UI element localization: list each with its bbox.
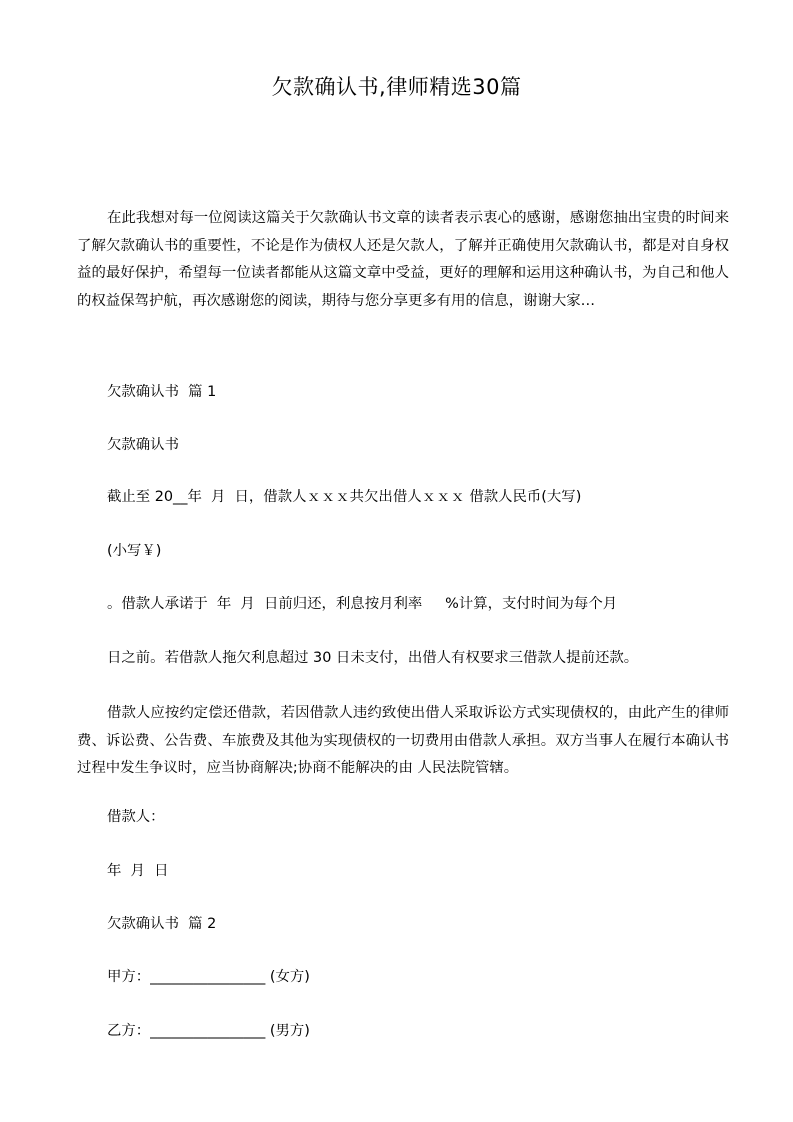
- interest-terms-line: 日之前。若借款人拖欠利息超过 30 日未支付，出借人有权要求三借款人提前还款。: [107, 650, 639, 666]
- intro-paragraph: 在此我想对每一位阅读这篇关于欠款确认书文章的读者表示衷心的感谢，感谢您抽出宝贵的时间来了解欠款确认书的重要性，不论是作为债权人还是欠款人，了解并正确使用欠款确认书，都是对自身权益的最好保护，希望每一位读者都能从这篇文章中受益，更好的理解和运用这种确认书，为自己和他人的权益保驾护航，再次感谢您的阅读，期待与您分享更多有用的信息，谢谢大家…: [77, 210, 729, 309]
- date-line: 年 月 日: [107, 863, 169, 879]
- lowercase-amount-line: (小写￥): [107, 543, 162, 559]
- document-subtitle: 欠款确认书: [107, 437, 179, 453]
- liability-paragraph: 借款人应按约定偿还借款，若因借款人违约致使出借人采取诉讼方式实现债权的，由此产生的律师费、诉讼费、公告费、车旅费及其他为实现债权的一切费用由借款人承担。双方当事人在履行本确认书过程中发生争议时，应当协商解决;协商不能解决的由 人民法院管辖。: [77, 705, 729, 777]
- borrower-label: 借款人：: [107, 809, 165, 825]
- section-heading-1: 欠款确认书 篇 1: [107, 384, 217, 400]
- repayment-promise-line: 。借款人承诺于 年 月 日前归还，利息按月利率 %计算，支付时间为每个月: [107, 596, 618, 612]
- page-title: 欠款确认书,律师精选30篇: [271, 75, 522, 99]
- deadline-line: 截止至 20__年 月 日，借款人ｘｘｘ共欠出借人ｘｘｘ 借款人民币(大写): [107, 489, 582, 505]
- party-a-line: 甲方：________________ (女方): [107, 969, 310, 985]
- section-heading-2: 欠款确认书 篇 2: [107, 916, 217, 932]
- party-b-line: 乙方：________________ (男方): [107, 1023, 310, 1039]
